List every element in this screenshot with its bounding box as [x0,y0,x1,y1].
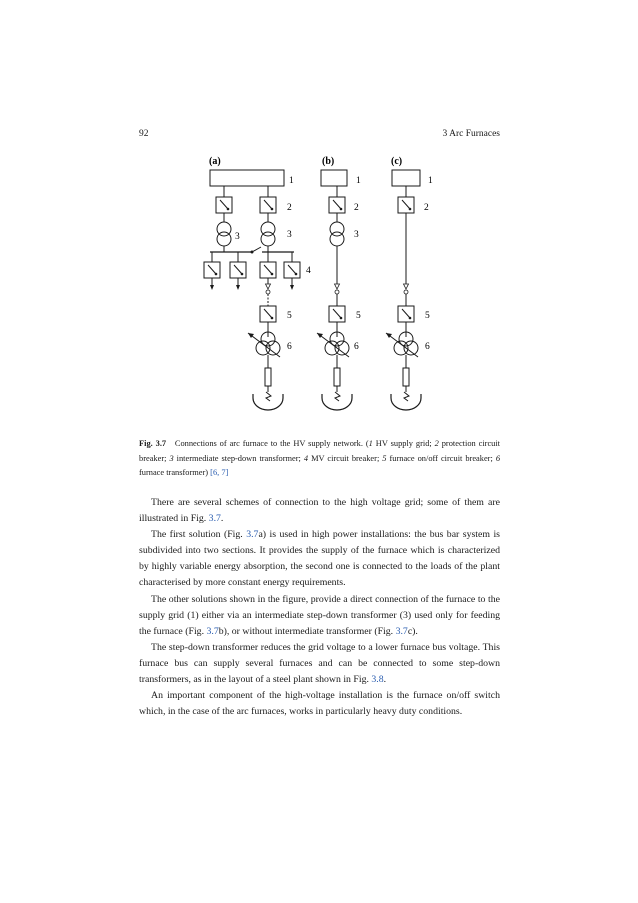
protection-breaker [216,197,232,213]
arc-furnace [322,368,352,410]
panel-b [317,170,352,410]
figure-caption: Fig. 3.7 Connections of arc furnace to the HV supply network. (1 HV supply grid; 2 protection circuit breaker; 3 intermediate step-down transformer; 4 MV circuit breaker; 5 furnace on/off circuit breaker; 6 furnace transformer) [6, 7] [139,439,501,478]
component-number: 1 [428,176,433,186]
panel-label-c: (c) [391,156,403,167]
arc-furnace [391,368,421,410]
furnace-breaker [329,306,345,322]
paragraph: The first solution (Fig. 3.7a) is used in high power installations: the bus bar system is subdivided into two sections. It provides the supply of the furnace which is characterized by highly variable energy absorption, the second one is connected to the loads of the plant characterised by more constant energy requirements. [139,529,500,589]
panel-a [204,170,300,410]
panel-label-b: (b) [322,156,335,167]
component-number: 1 [356,176,361,186]
figure-ref-link[interactable]: 3.8 [371,674,384,686]
furnace-breaker [398,306,414,322]
protection-breaker [260,197,276,213]
component-number: 3 [235,232,240,242]
mv-breaker [204,262,220,278]
step-down-transformer [217,222,231,246]
mv-breaker [260,262,276,278]
component-number: 5 [287,311,292,321]
figure-ref-link[interactable]: 3.7 [206,625,219,637]
paragraph: There are several schemes of connection to the high voltage grid; some of them are illustrated in Fig. 3.7. [139,497,500,525]
hv-grid-box [210,170,284,186]
panel-label-a: (a) [209,156,221,167]
page-number: 92 [139,129,149,139]
mv-breaker [230,262,246,278]
component-number: 4 [306,266,311,276]
furnace-breaker [260,306,276,322]
citation-link[interactable]: [6, 7] [210,468,229,478]
figure-3-7-diagram [0,0,638,430]
caption-label: Fig. 3.7 [139,439,167,448]
furnace-transformer [386,332,418,357]
component-number: 5 [425,311,430,321]
paragraph: The other solutions shown in the figure, provide a direct connection of the furnace to the supply grid (1) either via an intermediate step-down transformer (3) used only for feeding the furnace (Fig. 3.7b), or without intermediate transformer (Fig. 3.7c). [139,593,500,637]
component-number: 3 [354,230,359,240]
running-head: 3 Arc Furnaces [442,129,500,139]
figure-ref-link[interactable]: 3.7 [395,625,408,637]
component-number: 6 [425,342,430,352]
component-number: 3 [287,230,292,240]
hv-grid-box [321,170,347,186]
component-number: 6 [354,342,359,352]
protection-breaker [329,197,345,213]
figure-ref-link[interactable]: 3.7 [208,513,221,525]
component-number: 2 [424,203,429,213]
component-number: 2 [354,203,359,213]
mv-breaker [284,262,300,278]
hv-grid-box [392,170,420,186]
arc-furnace [253,368,283,410]
component-number: 1 [289,176,294,186]
paragraph: The step-down transformer reduces the grid voltage to a lower furnace bus voltage. This furnace bus can supply several furnaces and can be connected to some step-down transformers, as in the layout of a steel plant shown in Fig. 3.8. [139,641,500,686]
furnace-transformer [317,332,349,357]
protection-breaker [398,197,414,213]
panel-c [386,170,421,410]
step-down-transformer [261,222,275,246]
component-number: 5 [356,311,361,321]
figure-ref-link[interactable]: 3.7 [246,529,259,541]
paragraph: An important component of the high-voltage installation is the furnace on/off switch which, in the case of the arc furnaces, works in particularly heavy duty conditions. [139,690,500,718]
body-text [139,495,500,720]
furnace-transformer [248,332,280,357]
component-number: 6 [287,342,292,352]
step-down-transformer [330,222,344,246]
component-number: 2 [287,203,292,213]
